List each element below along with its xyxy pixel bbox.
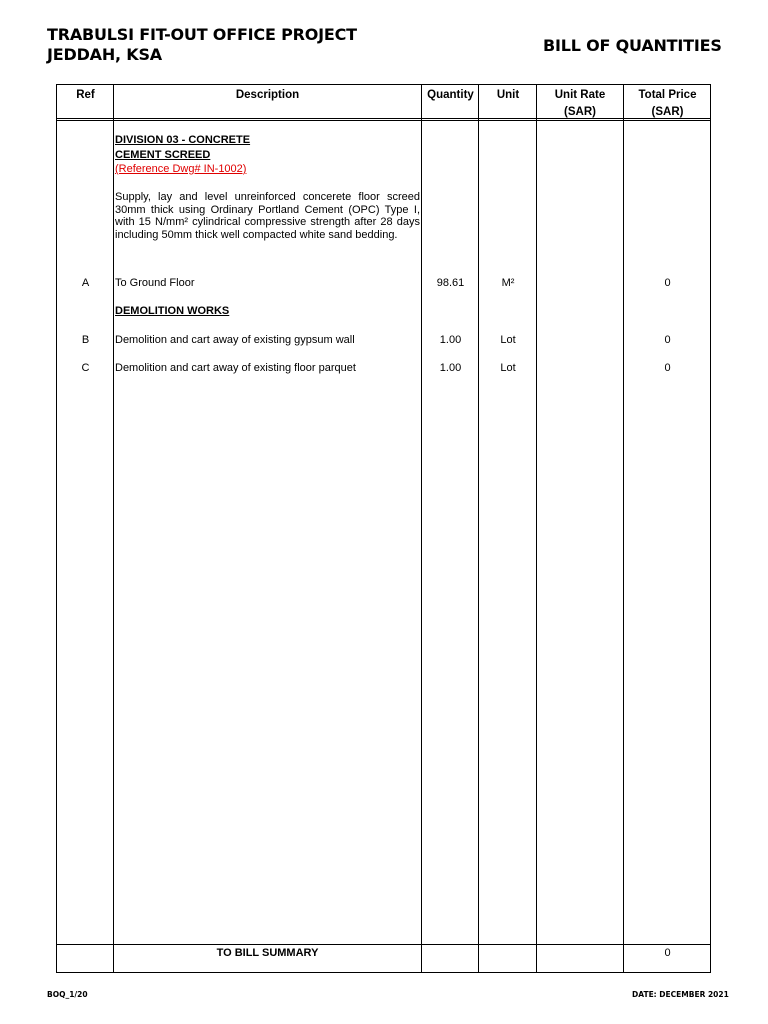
row-c-total: 0 <box>664 362 671 374</box>
header-total-price-label: Total Price <box>638 89 697 101</box>
header-unit: Unit <box>496 89 520 101</box>
row-b-total: 0 <box>664 334 671 346</box>
row-b-ref: B <box>81 334 90 346</box>
row-a-description: To Ground Floor <box>115 277 195 289</box>
row-c-description: Demolition and cart away of existing floor parquet <box>115 362 356 374</box>
header-ref: Ref <box>76 89 95 101</box>
col-divider-description <box>421 84 422 973</box>
col-divider-quantity <box>478 84 479 973</box>
col-divider-rate <box>623 84 624 973</box>
header-unit-rate <box>537 87 623 121</box>
page-code: BOQ_1/20 <box>47 990 88 999</box>
header-quantity: Quantity <box>427 89 474 101</box>
row-b-description: Demolition and cart away of existing gypsum wall <box>115 334 355 346</box>
project-location: JEDDAH, KSA <box>47 45 162 64</box>
row-c-unit: Lot <box>500 362 516 374</box>
table-border-left <box>56 84 57 973</box>
header-total-price <box>624 87 711 121</box>
division-title: DIVISION 03 - CONCRETE <box>115 134 251 146</box>
table-border-right <box>710 84 711 973</box>
row-b-unit: Lot <box>500 334 516 346</box>
header-total-price-currency: (SAR) <box>651 106 684 118</box>
project-title <box>47 25 357 65</box>
header-description: Description <box>235 89 300 101</box>
row-b-quantity: 1.00 <box>439 334 462 346</box>
demolition-heading: DEMOLITION WORKS <box>115 305 230 317</box>
row-a-quantity: 98.61 <box>436 277 465 289</box>
row-c-quantity: 1.00 <box>439 362 462 374</box>
col-divider-ref <box>113 84 114 973</box>
project-name: TRABULSI FIT-OUT OFFICE PROJECT <box>47 25 357 44</box>
table-border-bottom <box>56 972 711 973</box>
header-unit-rate-currency: (SAR) <box>564 106 596 118</box>
row-c-ref: C <box>81 362 90 374</box>
header-unit-rate-label: Unit Rate <box>554 89 606 101</box>
col-divider-unit <box>536 84 537 973</box>
row-a-unit: M² <box>501 277 515 289</box>
row-a-total: 0 <box>664 277 671 289</box>
summary-divider <box>56 944 711 945</box>
bill-summary-label: TO BILL SUMMARY <box>216 947 319 959</box>
row-a-ref: A <box>81 277 90 289</box>
bill-summary-total: 0 <box>664 947 671 959</box>
document-date: DATE: DECEMBER 2021 <box>632 990 729 999</box>
table-border-top <box>56 84 711 85</box>
drawing-reference: (Reference Dwg# IN-1002) <box>115 163 247 175</box>
division-subtitle: CEMENT SCREED <box>115 149 211 161</box>
specification-text: Supply, lay and level unreinforced concerete floor screed 30mm thick using Ordinary Portland Cement (OPC) Type I, with 15 N/mm² cylindrical compressive strength after 28 days including 50mm thick well compacted white sand bedding. <box>115 191 420 241</box>
document-type: BILL OF QUANTITIES <box>543 36 722 55</box>
